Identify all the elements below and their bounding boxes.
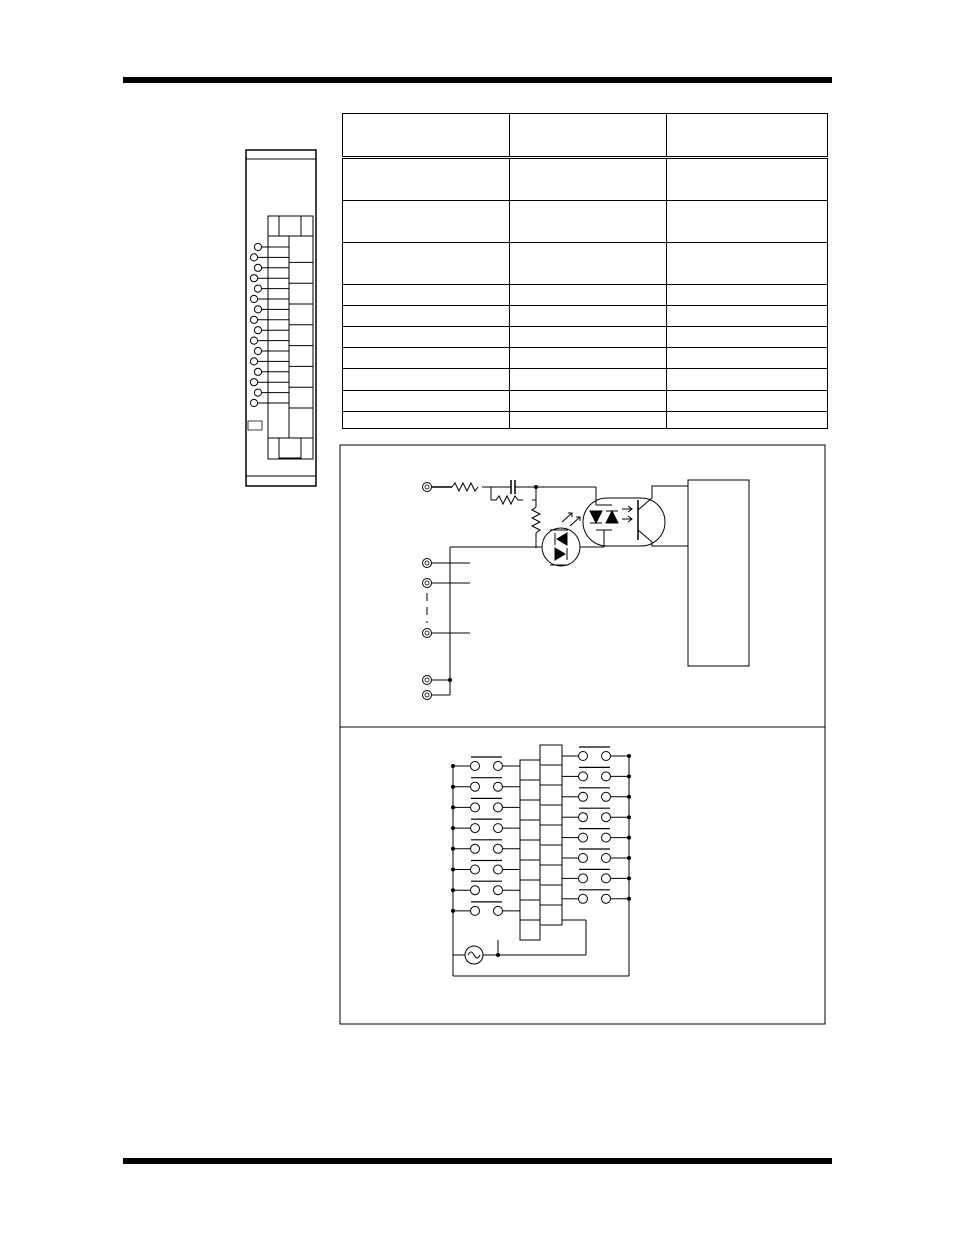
switch-contact-icon <box>579 894 588 903</box>
switch-contact-icon <box>471 844 480 853</box>
switch-contact-icon <box>471 782 480 791</box>
junction-dot <box>497 954 500 957</box>
switch-contact-icon <box>602 813 611 822</box>
switch-contact-icon <box>471 906 480 915</box>
switch-contact-icon <box>602 772 611 781</box>
wiring-terminal-left <box>520 760 540 940</box>
switch-contact-icon <box>494 906 503 915</box>
switch-contact-icon <box>579 772 588 781</box>
switch-contact-icon <box>471 886 480 895</box>
switch-contact-icon <box>494 844 503 853</box>
switch-contact-icon <box>602 833 611 842</box>
switch-contact-icon <box>579 752 588 761</box>
switch-contact-icon <box>494 803 503 812</box>
switch-contact-icon <box>579 854 588 863</box>
switch-contact-icon <box>494 762 503 771</box>
switch-contact-icon <box>471 865 480 874</box>
switch-contact-icon <box>602 894 611 903</box>
switch-contact-icon <box>579 792 588 801</box>
switch-contact-icon <box>471 824 480 833</box>
wiring-terminal-right <box>540 745 562 925</box>
switch-contact-icon <box>602 874 611 883</box>
switch-contact-icon <box>579 813 588 822</box>
switch-contact-icon <box>494 824 503 833</box>
switch-contact-icon <box>579 874 588 883</box>
switch-contact-icon <box>494 886 503 895</box>
switch-contact-icon <box>602 792 611 801</box>
switch-contact-icon <box>471 762 480 771</box>
switch-contact-icon <box>494 782 503 791</box>
switch-contact-icon <box>471 803 480 812</box>
switch-contact-icon <box>602 854 611 863</box>
switch-contact-icon <box>494 865 503 874</box>
switch-contact-icon <box>602 752 611 761</box>
switch-contact-icon <box>579 833 588 842</box>
